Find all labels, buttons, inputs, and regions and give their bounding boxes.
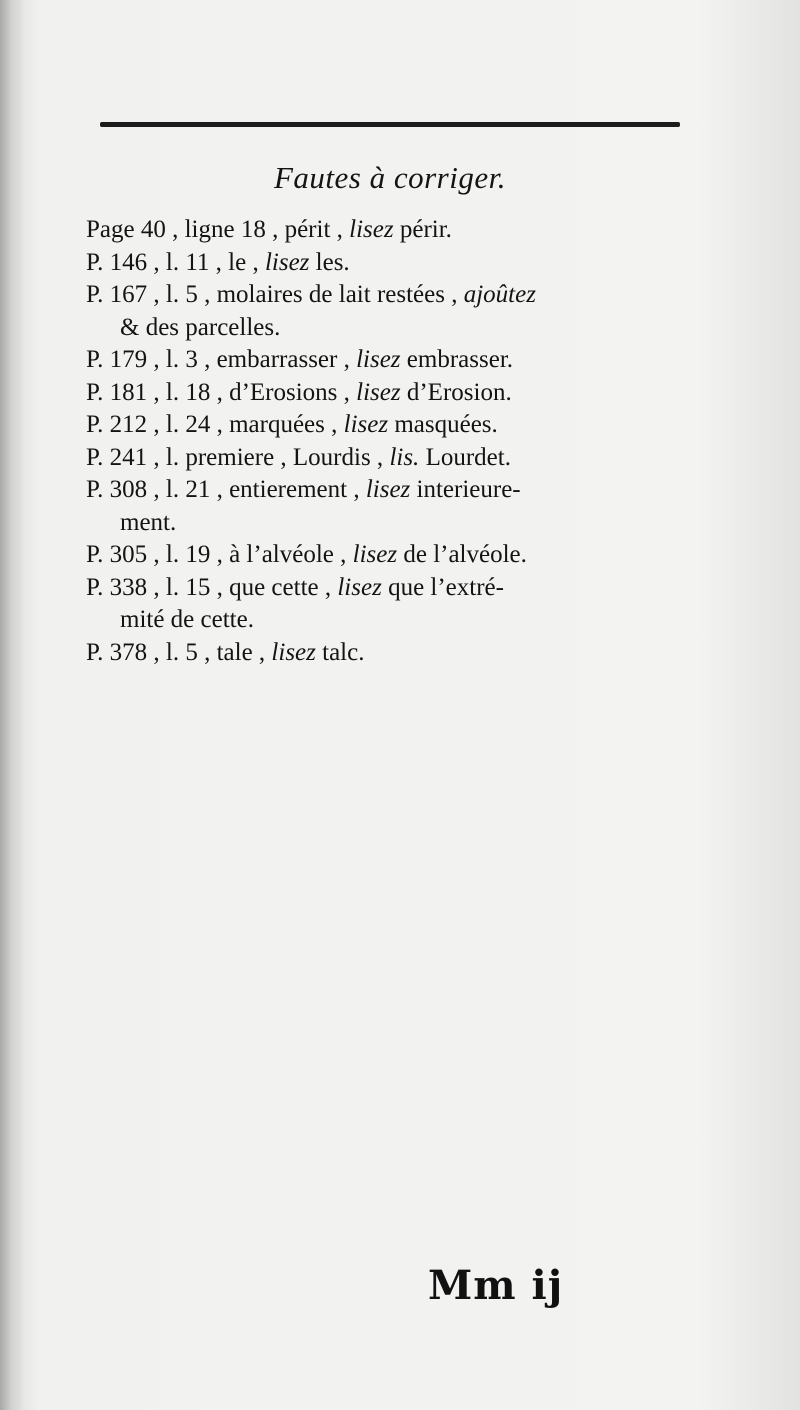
errata-line: P. 181 , l. 18 , d’Erosions , lisez d’Erosion. [86,378,512,406]
errata-line: P. 241 , l. premiere , Lourdis , lis. Lourdet. [86,443,511,471]
errata-line-continuation: mité de cette. [120,606,254,633]
errata-line: P. 212 , l. 24 , marquées , lisez masquées. [86,411,498,438]
errata-line-continuation: ment. [120,508,177,536]
errata-line: P. 179 , l. 3 , embarrasser , lisez embrasser. [86,346,514,373]
header-rule [100,122,680,127]
errata-line-continuation: & des parcelles. [120,313,281,341]
signature-mark: Mm ij [428,1262,564,1309]
errata-line: Page 40 , ligne 18 , périt , lisez périr. [86,216,452,243]
page-heading: Fautes à corriger. [273,160,506,195]
errata-line: P. 378 , l. 5 , tale , lisez talc. [86,638,365,666]
errata-line: P. 167 , l. 5 , molaires de lait restées , ajoûtez [86,281,536,308]
errata-line: P. 338 , l. 15 , que cette , lisez que l’extré- [86,573,504,601]
errata-line: P. 305 , l. 19 , à l’alvéole , lisez de l’alvéole. [86,541,527,568]
errata-line: P. 146 , l. 11 , le , lisez les. [86,248,350,276]
errata-line: P. 308 , l. 21 , entierement , lisez interieure- [86,476,521,503]
errata-list [86,214,726,669]
